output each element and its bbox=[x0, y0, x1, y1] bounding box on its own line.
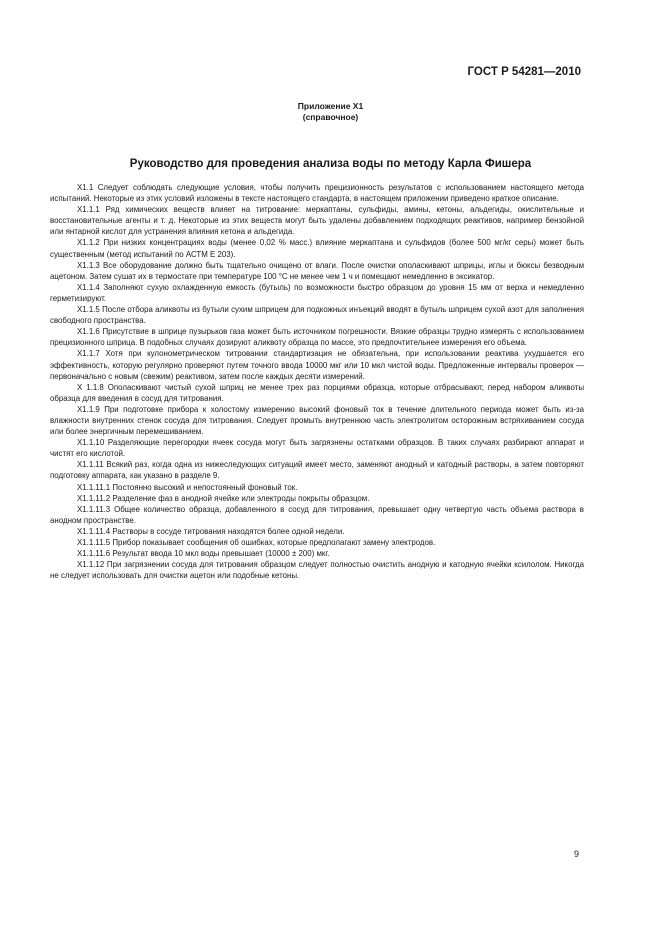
appendix-type: (справочное) bbox=[302, 112, 359, 122]
paragraph-x1-1-11-3: X1.1.11.3 Общее количество образца, добавленного в сосуд для титрования, превышает одну четвертую часть объема раствора в анодном пространстве. bbox=[50, 504, 584, 525]
paragraph-x1-1-2: X1.1.2 При низких концентрациях воды (менее 0,02 % масс.) влияние меркаптана и сульфидов (более 500 мг/кг серы) может быть существенным (метод испытаний по АСТМ Е 203). bbox=[50, 238, 584, 259]
paragraph-x1-1-5: X1.1.5 После отбора аликвоты из бутыли сухим шприцем для подкожных инъекций вводят в бутыль шприцем сухой азот для заполнения свободного пространства. bbox=[50, 305, 584, 326]
document-body bbox=[50, 182, 584, 581]
paragraph-x1-1-1: X1.1.1 Ряд химических веществ влияет на титрование: меркаптаны, сульфиды, амины, кетоны, альдегиды, окислительные и восстановительные агенты и т. д. Некоторые из этих веществ могут быть удалены добавлением подходящих реактивов, например бензойной или янтарной кислот для устранения влияния кетона и альдегида. bbox=[50, 205, 584, 237]
paragraph-x1-1-11-4: X1.1.11.4 Растворы в сосуде титрования находятся более одной недели. bbox=[77, 526, 345, 536]
paragraph-x1-1-7: X1.1.7 Хотя при кулонометрическом титровании стандартизация не обязательна, при использовании реактива ухудшается его эффективность, которую регулярно проверяют путем точного ввода 10000 мкг или 10 мкл чистой воды. Предложенные интервалы проверок — первоначально с новым (свежим) реактивом, затем после каждых десяти измерений. bbox=[50, 349, 584, 381]
paragraph-x1-1-11-2: X1.1.11.2 Разделение фаз в анодной ячейке или электроды покрыты образцом. bbox=[77, 493, 370, 503]
paragraph-x1-1-11-6: X1.1.11.6 Результат ввода 10 мкл воды превышает (10000 ± 200) мкг. bbox=[77, 549, 330, 559]
paragraph-x1-1-12: X1.1.12 При загрязнении сосуда для титрования образцом следует полностью очистить анодную и катодную ячейки ксилолом. Никогда не следует использовать для очистки ацетон или подобные кетоны. bbox=[50, 560, 584, 581]
document-title: Руководство для проведения анализа воды по методу Карла Фишера bbox=[129, 158, 532, 170]
appendix-label: Приложение X1 bbox=[297, 101, 364, 111]
paragraph-x1-1: X1.1 Следует соблюдать следующие условия, чтобы получить прецизионность результатов с использованием настоящего метода испытаний. Некоторые из этих условий изложены в тексте настоящего стандарта, в настоящем приложении приведено краткое описание. bbox=[50, 183, 584, 204]
paragraph-x1-1-11-5: X1.1.11.5 Прибор показывает сообщения об ошибках, которые предполагают замену электродов. bbox=[77, 538, 436, 547]
paragraph-x1-1-8: X 1.1.8 Ополаскивают чистый сухой шприц не менее трех раз порциями образца, которые отбрасывают, перед набором аликвоты образца для введения в сосуд для титрования. bbox=[50, 382, 584, 403]
paragraph-x1-1-11: X1.1.11 Всякий раз, когда одна из нижеследующих ситуаций имеет место, заменяют анодный и катодный растворы, а затем повторяют подготовку аппарата, как указано в разделе 9. bbox=[50, 460, 584, 481]
standard-designation: ГОСТ Р 54281—2010 bbox=[467, 66, 581, 78]
paragraph-x1-1-4: X1.1.4 Заполняют сухую охлажденную емкость (бутыль) по возможности быстро образцом до уровня 15 мм от верха и немедленно герметизируют. bbox=[50, 282, 584, 303]
paragraph-x1-1-3: X1.1.3 Все оборудование должно быть тщательно очищено от влаги. После очистки ополаскивают шприцы, иглы и бюксы безводным ацетоном. Затем сушат их в термостате при температуре 100 °С не менее чем 1 ч и помещают немедленно в эксикатор. bbox=[50, 260, 584, 281]
appendix-heading bbox=[0, 101, 661, 123]
paragraph-x1-1-11-1: X1.1.11.1 Постоянно высокий и непостоянный фоновый ток. bbox=[77, 482, 298, 492]
paragraph-x1-1-9: X1.1.9 При подготовке прибора к холостому измерению высокий фоновый ток в течение длительного периода может быть из-за влажности внутренних стенок сосуда для титрования. Следует промыть внутреннюю часть электролитом осторожным встряхиванием сосуда или более энергичным перемешиванием. bbox=[50, 404, 584, 437]
paragraph-x1-1-6: X1.1.6 Присутствие в шприце пузырьков газа может быть источником погрешности. Вязкие образцы трудно измерять с использованием прецизионного шприца. В подобных случаях дозируют аликвоту образца по массе, это предпочтительнее измерения его объема. bbox=[50, 327, 584, 348]
paragraph-x1-1-10: X1.1.10 Разделяющие перегородки ячеек сосуда могут быть загрязнены остатками образцов. В таких случаях разбирают аппарат и чистят его кислотой. bbox=[50, 438, 584, 459]
page-number: 9 bbox=[573, 849, 579, 859]
